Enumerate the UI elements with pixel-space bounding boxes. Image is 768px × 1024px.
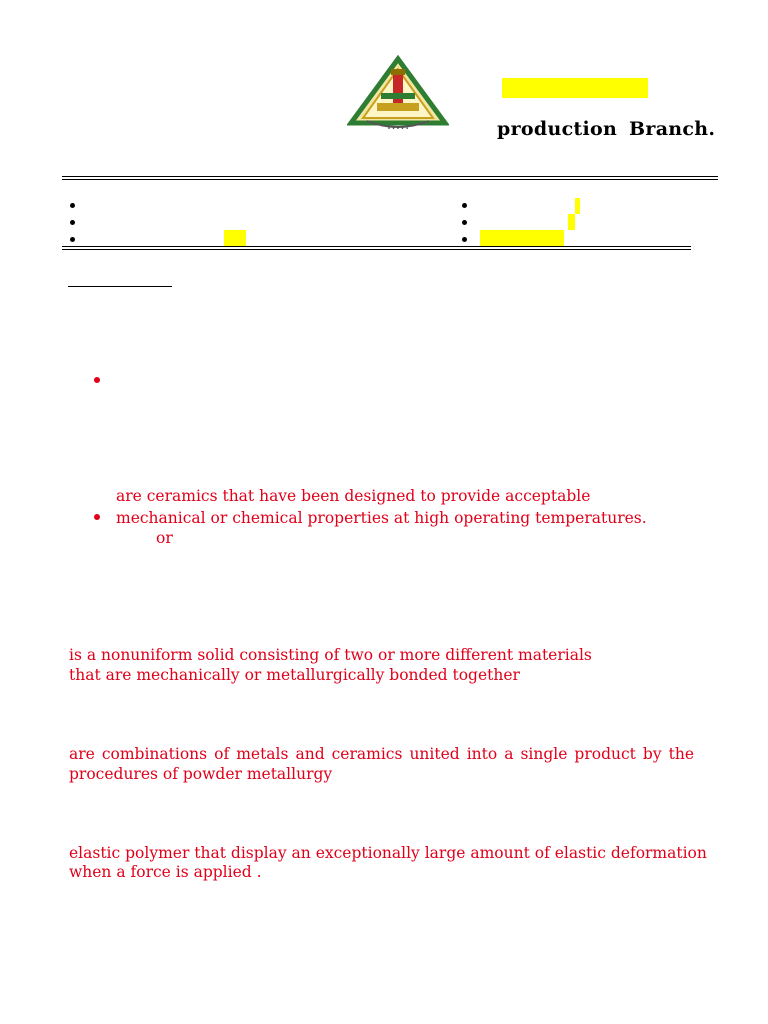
header-highlight (502, 78, 648, 98)
section-heading-underline (68, 286, 172, 287)
elastomer-line-1: elastic polymer that display an exceptionally large amount of elastic deformation (69, 844, 707, 862)
info-highlight (568, 214, 575, 230)
info-highlight (224, 230, 246, 246)
info-bullet (70, 220, 75, 225)
elastomer-line-2: when a force is applied . (69, 863, 262, 881)
info-bullet (70, 203, 75, 208)
university-logo (347, 55, 449, 133)
composite-line-1: is a nonuniform solid consisting of two or more different materials (69, 646, 592, 664)
branch-title: production Branch. (497, 118, 716, 140)
info-bullet (462, 237, 467, 242)
info-bullet (462, 203, 467, 208)
info-rule-bottom-2 (62, 249, 691, 250)
list-bullet (94, 514, 100, 520)
info-rule-bottom (62, 246, 691, 247)
composite-line-2: that are mechanically or metallurgically bonded together (69, 666, 520, 684)
header-rule-top (62, 176, 718, 177)
info-highlight (575, 198, 580, 214)
svg-text:• • • • •: • • • • • (387, 126, 409, 132)
cermets-paragraph: are combinations of metals and ceramics united into a single product by the procedures of powder metallurgy (69, 745, 694, 783)
info-bullet (70, 237, 75, 242)
ceramics-or: or (156, 529, 173, 547)
ceramics-line-1: are ceramics that have been designed to provide acceptable (116, 487, 591, 505)
info-highlight (480, 230, 564, 246)
ceramics-line-2: mechanical or chemical properties at high operating temperatures. (116, 509, 647, 527)
info-bullet (462, 220, 467, 225)
header-rule-top-2 (62, 179, 718, 180)
list-bullet (94, 377, 100, 383)
